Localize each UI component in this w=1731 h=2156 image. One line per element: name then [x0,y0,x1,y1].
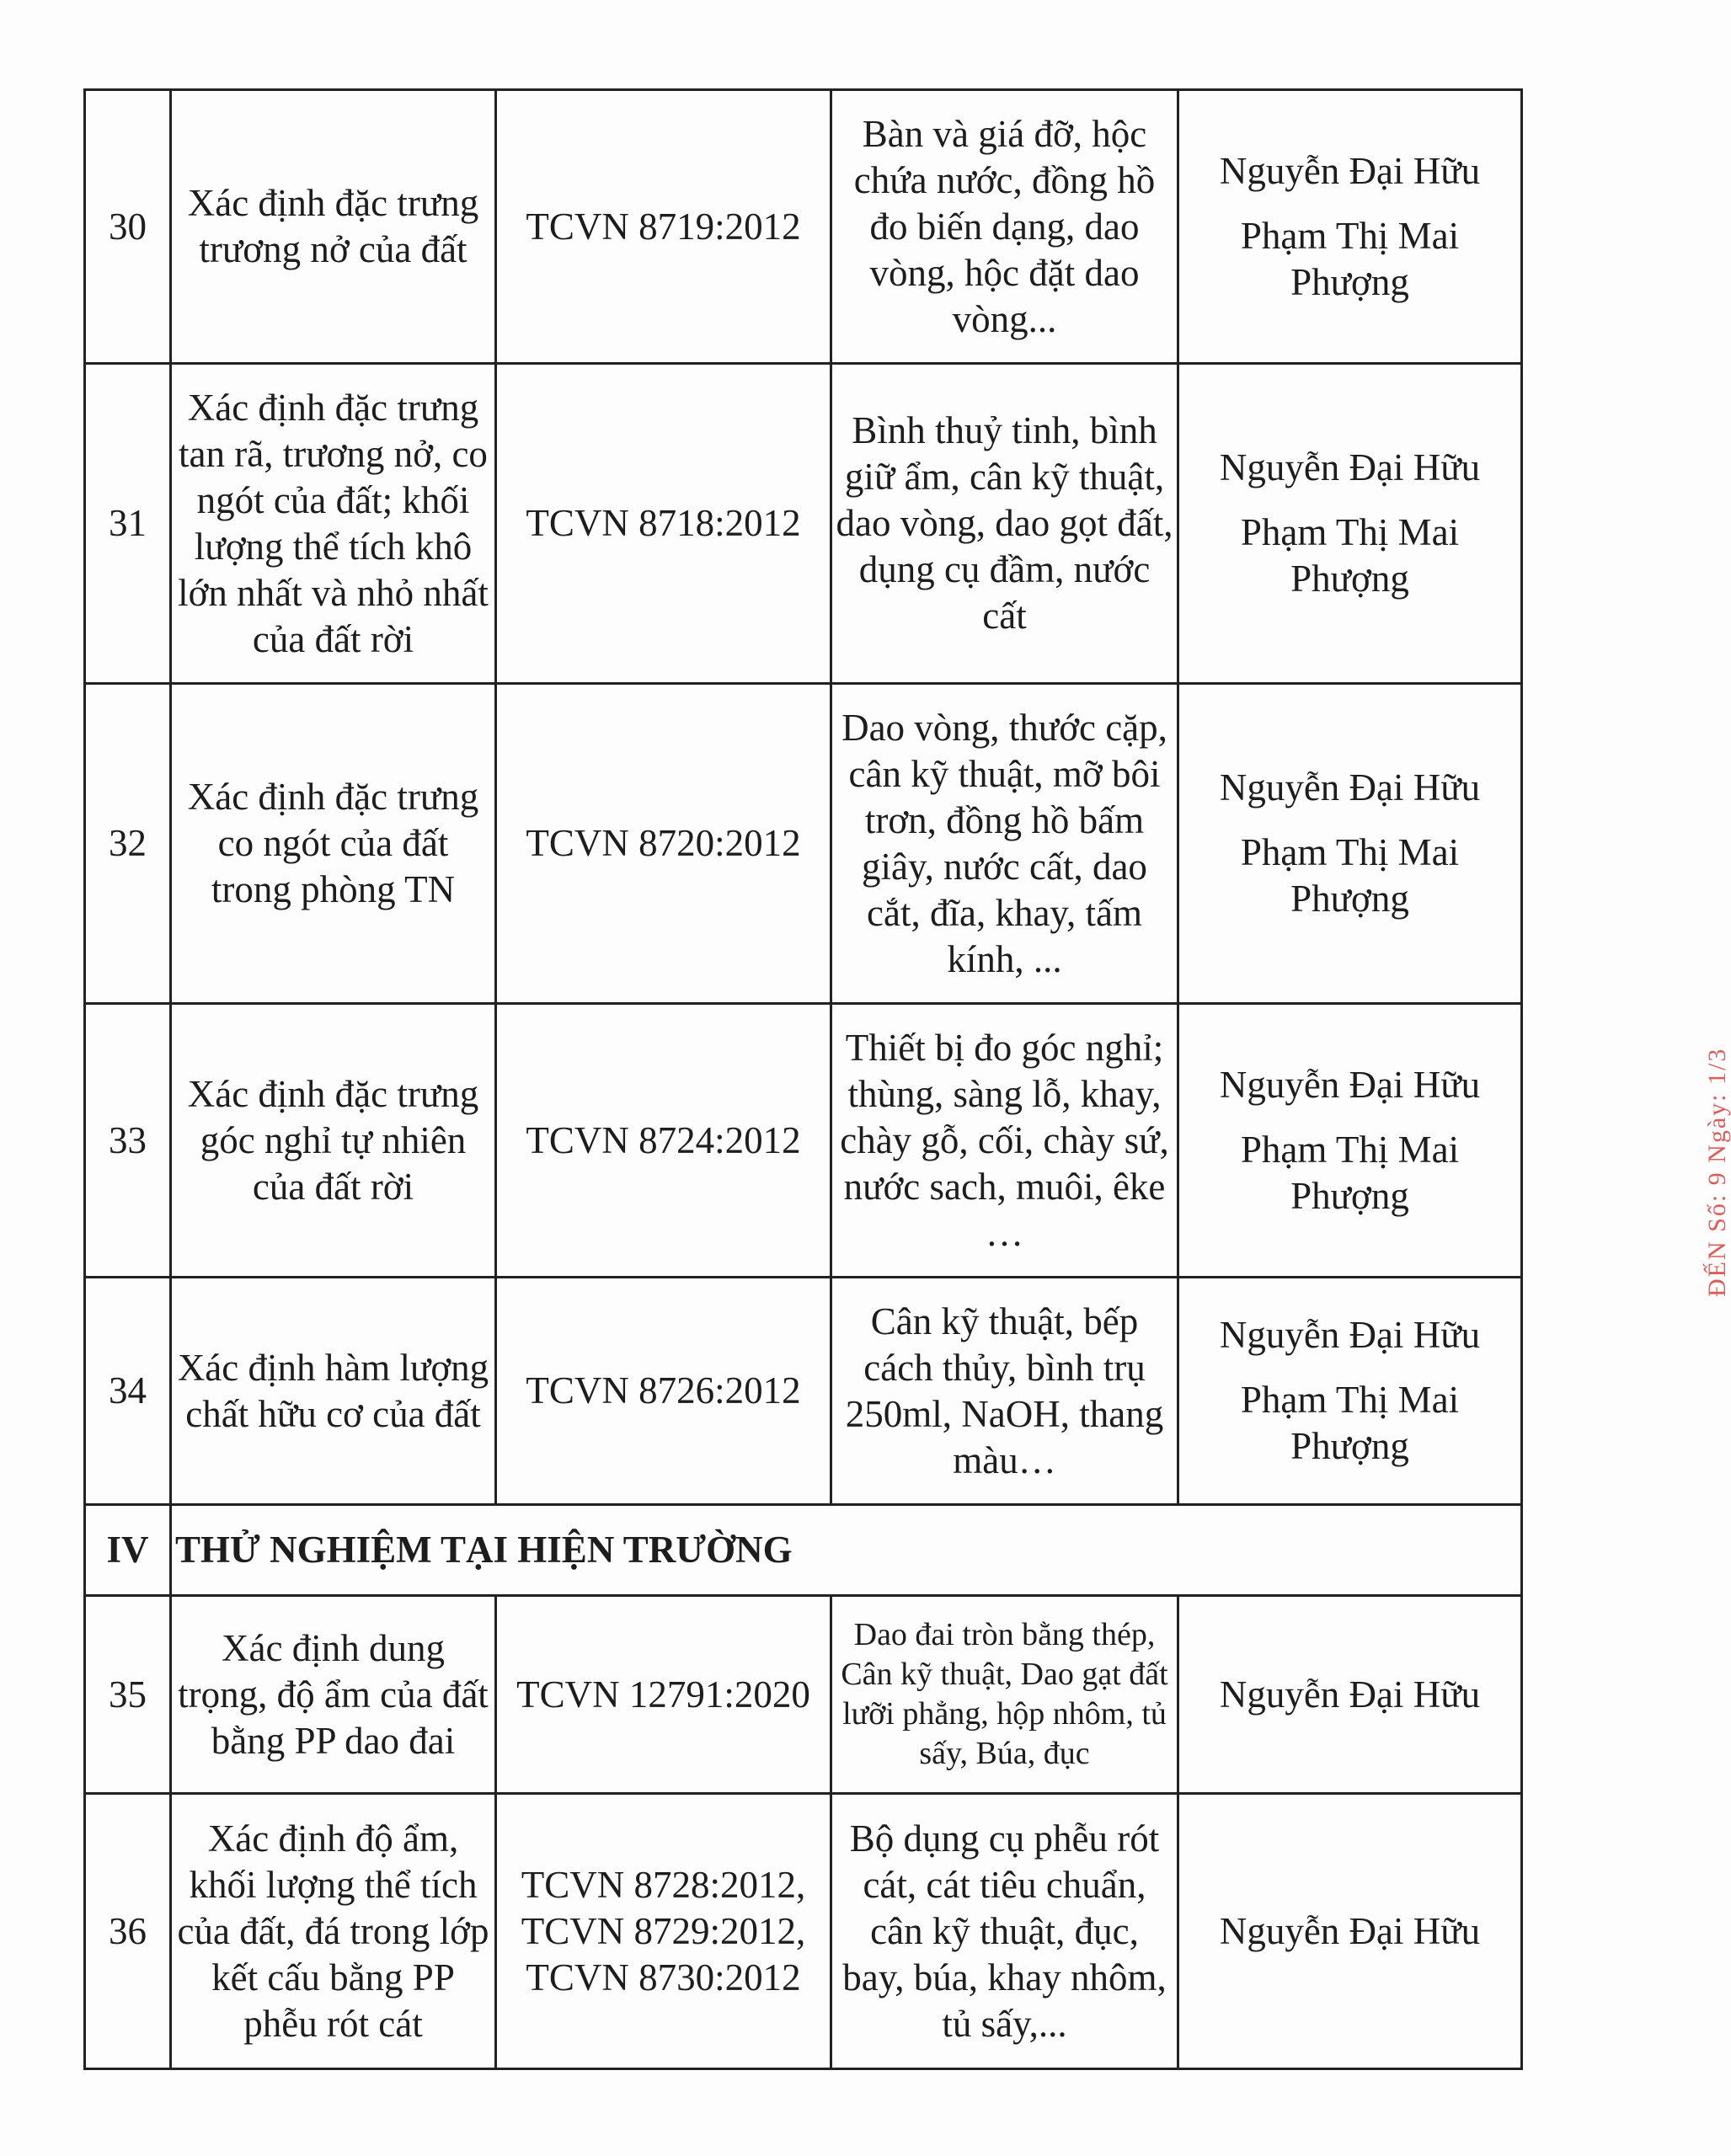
personnel-name: Nguyễn Đại Hữu [1219,766,1481,808]
equipment-list: Bàn và giá đỡ, hộc chứa nước, đồng hồ đo biến dạng, dao vòng, hộc đặt dao vòng... [831,90,1178,364]
test-name: Xác định đặc trưng trương nở của đất [171,90,496,364]
table-row [85,1794,1522,2069]
personnel-cell [1178,1794,1522,2069]
equipment-list: Thiết bị đo góc nghỉ; thùng, sàng lỗ, khay, chày gỗ, cối, chày sứ, nước sach, muôi, êke … [831,1004,1178,1278]
personnel-cell [1178,364,1522,684]
table-row [85,364,1522,684]
table-row [85,1004,1522,1278]
personnel-name: Phạm Thị Mai Phượng [1240,1379,1460,1467]
standard-code: TCVN 12791:2020 [496,1596,831,1794]
test-name: Xác định đặc trưng co ngót của đất trong phòng TN [171,684,496,1004]
equipment-list: Bình thuỷ tinh, bình giữ ẩm, cân kỹ thuật, dao vòng, dao gọt đất, dụng cụ đầm, nước cất [831,364,1178,684]
standard-code: TCVN 8726:2012 [496,1278,831,1505]
row-number: 30 [85,90,171,364]
personnel-name: Nguyễn Đại Hữu [1219,1314,1481,1356]
received-stamp: ĐẾN Số: 9 Ngày: 1/3 [1703,1047,1731,1297]
standard-code: TCVN 8718:2012 [496,364,831,684]
personnel-name: Nguyễn Đại Hữu [1219,446,1481,488]
row-number: 36 [85,1794,171,2069]
section-row [85,1505,1522,1596]
personnel-name: Phạm Thị Mai Phượng [1240,214,1460,303]
standard-code: TCVN 8728:2012, TCVN 8729:2012, TCVN 8730:2012 [496,1794,831,2069]
table-row [85,1278,1522,1505]
test-name: Xác định độ ẩm, khối lượng thể tích của đất, đá trong lớp kết cấu bằng PP phễu rót cát [171,1794,496,2069]
test-name: Xác định đặc trưng tan rã, trương nở, co ngót của đất; khối lượng thể tích khô lớn nhất và nhỏ nhất của đất rời [171,364,496,684]
standard-code: TCVN 8719:2012 [496,90,831,364]
test-name: Xác định đặc trưng góc nghỉ tự nhiên của đất rời [171,1004,496,1278]
equipment-list: Bộ dụng cụ phễu rót cát, cát tiêu chuẩn, cân kỹ thuật, đục, bay, búa, khay nhôm, tủ sấy,... [831,1794,1178,2069]
personnel-cell [1178,1278,1522,1505]
personnel-name: Nguyễn Đại Hữu [1219,149,1481,192]
personnel-name: Phạm Thị Mai Phượng [1240,1128,1460,1217]
standard-code: TCVN 8724:2012 [496,1004,831,1278]
table-row [85,1596,1522,1794]
row-number: 31 [85,364,171,684]
personnel-cell [1178,90,1522,364]
personnel-name: Phạm Thị Mai Phượng [1240,511,1460,600]
personnel-cell [1178,1004,1522,1278]
test-name: Xác định hàm lượng chất hữu cơ của đất [171,1278,496,1505]
section-number: IV [85,1505,171,1596]
row-number: 32 [85,684,171,1004]
row-number: 33 [85,1004,171,1278]
table-row [85,684,1522,1004]
personnel-cell [1178,684,1522,1004]
equipment-list: Dao vòng, thước cặp, cân kỹ thuật, mỡ bôi trơn, đồng hồ bấm giây, nước cất, dao cắt, đĩa, khay, tấm kính, ... [831,684,1178,1004]
personnel-name: Nguyễn Đại Hữu [1219,1909,1481,1952]
table-row [85,90,1522,364]
personnel-name: Nguyễn Đại Hữu [1219,1673,1481,1716]
equipment-list: Dao đai tròn bằng thép, Cân kỹ thuật, Dao gạt đất lưỡi phẳng, hộp nhôm, tủ sấy, Búa, đục [831,1596,1178,1794]
equipment-list: Cân kỹ thuật, bếp cách thủy, bình trụ 250ml, NaOH, thang màu… [831,1278,1178,1505]
test-name: Xác định dung trọng, độ ẩm của đất bằng PP dao đai [171,1596,496,1794]
standard-code: TCVN 8720:2012 [496,684,831,1004]
section-title: THỬ NGHIỆM TẠI HIỆN TRƯỜNG [171,1505,1522,1596]
test-methods-table [83,88,1523,2070]
row-number: 34 [85,1278,171,1505]
personnel-name: Phạm Thị Mai Phượng [1240,831,1460,920]
row-number: 35 [85,1596,171,1794]
personnel-name: Nguyễn Đại Hữu [1219,1063,1481,1106]
personnel-cell [1178,1596,1522,1794]
